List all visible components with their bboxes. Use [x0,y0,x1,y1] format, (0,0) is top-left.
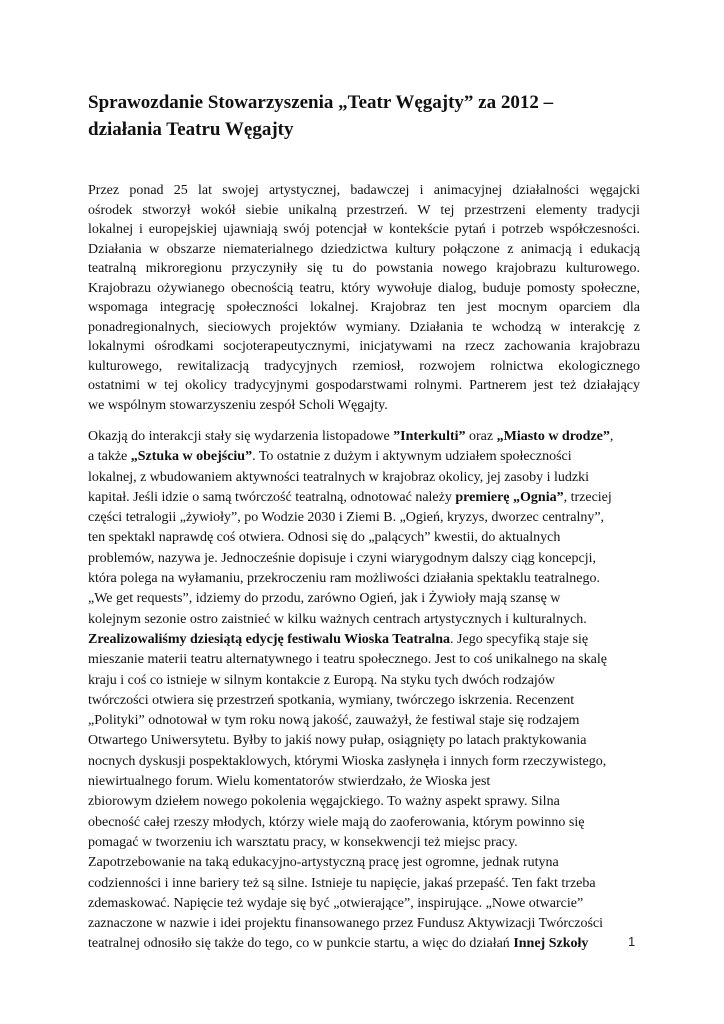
paragraph-events [88,427,640,955]
text-line: kulturowego, rewitalizacją tradycyjnych rzemiosł, rozwojem rolnictwa ekologicznego [88,358,640,374]
text-line: ostatnimi w tej okolicy tradycyjnymi gospodarstwami rolnymi. Partnerem jest też działający [88,378,640,393]
text-line: „Polityki” odnotował w tym roku nową jakość, zauważył, że festiwal staje się rodzajem [88,713,580,729]
text-line: części tetralogii „żywioły”, po Wodzie 2030 i Ziemi B. „Ogień, kryzys, dworzec centralny”, [88,510,605,526]
festival-wioska-teatralna: Zrealizowaliśmy dziesiątą edycję festiwalu Wioska Teatralna [88,631,451,647]
text-line: Przez ponad 25 lat swojej artystycznej, badawczej i animacyjnej działalności węgajcki [88,183,640,198]
text-line: teatralną mikroregionu przyczyniły się tu do powstania nowego krajobrazu kulturowego. [88,261,640,276]
text-line: problemów, nazywa je. Jednocześnie dopisuje i czyni wiarygodnym dalszy ciąg koncepcji, [88,550,596,566]
text-line [88,447,640,467]
text-run: a także [88,449,131,465]
text-line: która polega na wyłamaniu, przekroczeniu ram możliwości działania spektaklu teatralnego. [88,571,600,587]
text-line: obecność całej rzeszy młodych, którzy wiele mają do zaoferowania, którym powinno się [88,814,585,830]
text-line [88,934,640,954]
text-run: teatralnej odnosiło się także do tego, co w punkcie startu, a więc do działań [88,936,514,952]
inna-szkola: Innej Szkoły [513,936,589,952]
text-line: codzienności i inne bariery też są silne. Istnieje tu napięcie, jakaś przepaść. Ten fakt trzeba [88,875,596,891]
premiere-ognia: premierę „Ognia” [455,489,564,505]
text-line: Krajobrazu ożywianego obecnością teatru, który wywołuje dialog, buduje pomosty społeczne, [88,280,640,296]
text-run: . To ostatnie z dużym i aktywnym udziałem społeczności [252,449,572,465]
text-line: pomagać w tworzeniu ich warsztatu pracy, w konsekwencji też miejsc pracy. [88,834,518,850]
text-run: kapitał. Jeśli idzie o samą twórczość teatralną, odnotować należy [88,489,456,505]
text-line [88,427,640,447]
text-line: Otwartego Uniwersytetu. Byłby to jakiś nowy pułap, osiągnięty po latach praktykowania [88,733,587,749]
text-line: wspomaga integrację społeczności lokalnej. Krajobraz ten jest mocnym oparciem dla [88,300,640,315]
text-line [88,630,640,650]
text-line: kraju i coś co istnieje w silnym kontakcie z Europą. Na styku tych dwóch rodzajów [88,672,555,688]
text-run: , trzeciej [563,489,612,505]
title-line: Sprawozdanie Stowarzyszenia „Teatr Węgajty” za 2012 – [88,92,554,113]
event-name-sztuka-w-obejsciu: „Sztuka w obejściu” [130,449,253,465]
text-line: zdemaskować. Napięcie też wydaje się być „otwierające”, inspirujące. „Nowe otwarcie” [88,895,584,911]
event-name-interkulti: ”Interkulti” [393,429,466,444]
text-line: ten spektakl naprawdę coś otwiera. Odnosi się do „palących” kwestii, do aktualnych [88,530,561,546]
text-run: oraz [465,429,497,444]
text-line: niewirtualnego forum. Wielu komentatorów stwierdzało, że Wioska jest [88,774,491,790]
text-line: „We get requests”, idziemy do przodu, zarówno Ogień, jak i Żywioły mają szansę w [88,591,561,607]
document-title [88,89,648,143]
text-line: Zapotrzebowanie na taką edukacyjno-artystyczną pracę jest ogromne, jednak rutyna [88,855,559,871]
text-line: lokalnej i europejskiej ujawniają swój potencjał w kontekście pytań i potrzeb współczesności. [88,222,640,237]
text-line: Działania w obszarze niematerialnego dziedzictwa kultury połączone z animacją i edukacją [88,241,640,257]
event-name-miasto-w-drodze: „Miasto w drodze” [496,429,610,444]
text-line: twórczości otwiera się przestrzeń spotkania, wymiany, twórczego iskrzenia. Recenzent [88,692,575,708]
text-line: lokalnymi ośrodkami socjoterapeutycznymi, inicjatywami na rzecz zachowania krajobrazu [88,339,640,354]
title-line: działania Teatru Węgajty [88,119,294,140]
text-line: lokalnej, z wbudowaniem aktywności teatralnych w krajobraz okolicy, jej zasoby i ludzki [88,469,589,485]
text-line: we wspólnym stowarzyszeniu zespół Scholi Węgajty. [88,397,388,413]
page-number: 1 [628,934,636,949]
text-line: mieszanie materii teatru alternatywnego i teatru społecznego. Jest to coś unikalnego na skalę [88,652,607,668]
text-line: zbiorowym dziełem nowego pokolenia węgajckiego. To ważny aspekt sprawy. Silna [88,794,560,810]
text-line: zaznaczone w nazwie i idei projektu finansowanego przez Fundusz Aktywizacji Twórczości [88,916,604,932]
text-line: kolejnym sezonie ostro zaistnieć w kilku ważnych centrach artystycznych i kulturalnych. [88,611,587,627]
text-run: . Jego specyfiką staje się [450,631,589,647]
text-run: , [609,429,614,444]
text-line: ośrodek stworzył wokół siebie unikalną przestrzeń. W tej przestrzeni elementy tradycji [88,202,640,218]
paragraph-intro [88,181,640,415]
text-run: Okazją do interakcji stały się wydarzenia listopadowe [88,429,394,444]
text-line [88,488,640,508]
text-line: ponadregionalnych, sieciowych projektów wymiany. Działania te wchodzą w interakcję z [88,319,640,335]
text-line: nocnych dyskusji pospektaklowych, którymi Wioska zasłynęła i innych form rzeczywistego, [88,753,607,769]
